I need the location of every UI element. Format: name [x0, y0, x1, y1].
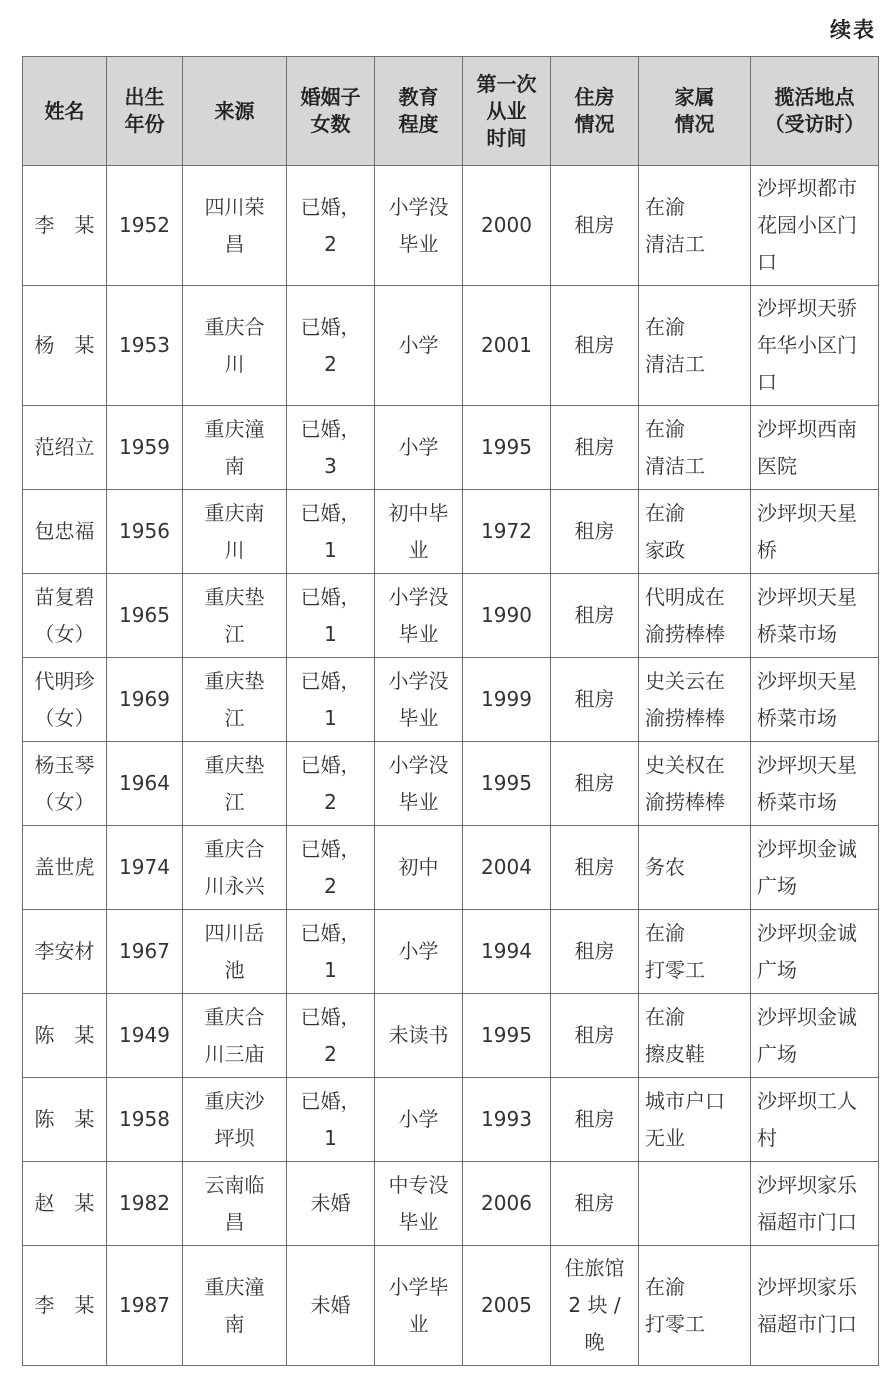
header-family: 家属 情况 [639, 57, 751, 166]
cell-birth-year: 1974 [107, 826, 183, 910]
cell-family: 在渝 清洁工 [639, 406, 751, 490]
cell-first-job: 1990 [463, 574, 551, 658]
cell-birth-year: 1956 [107, 490, 183, 574]
cell-housing: 租房 [551, 166, 639, 286]
cell-name: 李 某 [23, 166, 107, 286]
cell-first-job: 2004 [463, 826, 551, 910]
header-origin: 来源 [183, 57, 287, 166]
cell-education: 小学毕 业 [375, 1246, 463, 1366]
table-row [23, 910, 879, 994]
cell-marital: 已婚， 2 [287, 994, 375, 1078]
cell-origin: 重庆垫 江 [183, 658, 287, 742]
cell-housing: 租房 [551, 910, 639, 994]
cell-marital: 已婚， 2 [287, 286, 375, 406]
cell-work-location: 沙坪坝家乐 福超市门口 [751, 1246, 879, 1366]
cell-family: 在渝 擦皮鞋 [639, 994, 751, 1078]
cell-birth-year: 1982 [107, 1162, 183, 1246]
cell-marital: 已婚， 1 [287, 910, 375, 994]
cell-family [639, 1162, 751, 1246]
cell-name: 李 某 [23, 1246, 107, 1366]
cell-work-location: 沙坪坝金诚 广场 [751, 994, 879, 1078]
cell-family: 代明成在 渝捞棒棒 [639, 574, 751, 658]
cell-first-job: 1993 [463, 1078, 551, 1162]
cell-marital: 已婚， 1 [287, 574, 375, 658]
table-row [23, 490, 879, 574]
cell-housing: 住旅馆 2 块 / 晚 [551, 1246, 639, 1366]
cell-first-job: 1995 [463, 742, 551, 826]
cell-birth-year: 1964 [107, 742, 183, 826]
cell-name: 范绍立 [23, 406, 107, 490]
cell-origin: 重庆潼 南 [183, 1246, 287, 1366]
cell-work-location: 沙坪坝都市 花园小区门 口 [751, 166, 879, 286]
cell-family: 务农 [639, 826, 751, 910]
cell-marital: 已婚， 3 [287, 406, 375, 490]
cell-work-location: 沙坪坝家乐 福超市门口 [751, 1162, 879, 1246]
cell-family: 在渝 清洁工 [639, 166, 751, 286]
cell-origin: 重庆合 川 [183, 286, 287, 406]
cell-origin: 重庆垫 江 [183, 742, 287, 826]
cell-birth-year: 1969 [107, 658, 183, 742]
migrant-workers-table [22, 56, 879, 1366]
cell-family: 在渝 家政 [639, 490, 751, 574]
header-education: 教育 程度 [375, 57, 463, 166]
cell-housing: 租房 [551, 658, 639, 742]
cell-housing: 租房 [551, 742, 639, 826]
cell-education: 中专没 毕业 [375, 1162, 463, 1246]
cell-first-job: 2006 [463, 1162, 551, 1246]
cell-work-location: 沙坪坝金诚 广场 [751, 910, 879, 994]
cell-name: 杨玉琴 （女） [23, 742, 107, 826]
cell-family: 史关云在 渝捞棒棒 [639, 658, 751, 742]
cell-work-location: 沙坪坝天星 桥菜市场 [751, 658, 879, 742]
cell-first-job: 1995 [463, 994, 551, 1078]
cell-marital: 已婚， 1 [287, 658, 375, 742]
header-housing: 住房 情况 [551, 57, 639, 166]
cell-work-location: 沙坪坝天骄 年华小区门 口 [751, 286, 879, 406]
cell-name: 赵 某 [23, 1162, 107, 1246]
cell-birth-year: 1967 [107, 910, 183, 994]
cell-first-job: 2001 [463, 286, 551, 406]
cell-housing: 租房 [551, 406, 639, 490]
cell-education: 小学 [375, 286, 463, 406]
cell-first-job: 2005 [463, 1246, 551, 1366]
cell-education: 小学没 毕业 [375, 574, 463, 658]
cell-education: 小学没 毕业 [375, 742, 463, 826]
cell-marital: 已婚， 2 [287, 166, 375, 286]
cell-marital: 已婚， 2 [287, 742, 375, 826]
cell-birth-year: 1959 [107, 406, 183, 490]
header-first-job-year: 第一次 从业 时间 [463, 57, 551, 166]
header-work-location: 揽活地点 （受访时） [751, 57, 879, 166]
cell-name: 陈 某 [23, 1078, 107, 1162]
cell-education: 小学 [375, 910, 463, 994]
cell-origin: 重庆合 川永兴 [183, 826, 287, 910]
cell-work-location: 沙坪坝天星 桥菜市场 [751, 742, 879, 826]
table-row [23, 166, 879, 286]
cell-birth-year: 1958 [107, 1078, 183, 1162]
cell-birth-year: 1965 [107, 574, 183, 658]
cell-education: 未读书 [375, 994, 463, 1078]
cell-education: 小学没 毕业 [375, 658, 463, 742]
cell-work-location: 沙坪坝天星 桥 [751, 490, 879, 574]
table-row [23, 286, 879, 406]
cell-birth-year: 1949 [107, 994, 183, 1078]
table-row [23, 1246, 879, 1366]
cell-birth-year: 1987 [107, 1246, 183, 1366]
cell-family: 史关权在 渝捞棒棒 [639, 742, 751, 826]
cell-origin: 四川荣 昌 [183, 166, 287, 286]
cell-family: 城市户口 无业 [639, 1078, 751, 1162]
cell-name: 苗复碧 （女） [23, 574, 107, 658]
cell-name: 代明珍 （女） [23, 658, 107, 742]
cell-first-job: 2000 [463, 166, 551, 286]
cell-origin: 重庆潼 南 [183, 406, 287, 490]
header-birth-year: 出生 年份 [107, 57, 183, 166]
cell-origin: 云南临 昌 [183, 1162, 287, 1246]
cell-work-location: 沙坪坝金诚 广场 [751, 826, 879, 910]
cell-family: 在渝 打零工 [639, 1246, 751, 1366]
cell-work-location: 沙坪坝工人 村 [751, 1078, 879, 1162]
cell-name: 陈 某 [23, 994, 107, 1078]
cell-marital: 已婚， 1 [287, 490, 375, 574]
cell-education: 小学没 毕业 [375, 166, 463, 286]
continued-label: 续表 [830, 18, 876, 42]
cell-education: 初中毕 业 [375, 490, 463, 574]
cell-education: 初中 [375, 826, 463, 910]
cell-housing: 租房 [551, 574, 639, 658]
cell-education: 小学 [375, 1078, 463, 1162]
table-row [23, 1162, 879, 1246]
table-row [23, 826, 879, 910]
table-row [23, 658, 879, 742]
cell-family: 在渝 打零工 [639, 910, 751, 994]
cell-first-job: 1995 [463, 406, 551, 490]
cell-origin: 重庆垫 江 [183, 574, 287, 658]
table-row [23, 406, 879, 490]
cell-housing: 租房 [551, 490, 639, 574]
cell-marital: 已婚， 1 [287, 1078, 375, 1162]
cell-housing: 租房 [551, 994, 639, 1078]
cell-marital: 已婚， 2 [287, 826, 375, 910]
cell-first-job: 1972 [463, 490, 551, 574]
cell-origin: 重庆合 川三庙 [183, 994, 287, 1078]
cell-birth-year: 1953 [107, 286, 183, 406]
cell-work-location: 沙坪坝西南 医院 [751, 406, 879, 490]
cell-housing: 租房 [551, 826, 639, 910]
table-row [23, 742, 879, 826]
table-header-row [23, 57, 879, 166]
cell-name: 杨 某 [23, 286, 107, 406]
header-name: 姓名 [23, 57, 107, 166]
cell-first-job: 1994 [463, 910, 551, 994]
cell-marital: 未婚 [287, 1162, 375, 1246]
cell-first-job: 1999 [463, 658, 551, 742]
cell-family: 在渝 清洁工 [639, 286, 751, 406]
cell-housing: 租房 [551, 1078, 639, 1162]
table-row [23, 574, 879, 658]
cell-origin: 重庆沙 坪坝 [183, 1078, 287, 1162]
cell-origin: 四川岳 池 [183, 910, 287, 994]
cell-work-location: 沙坪坝天星 桥菜市场 [751, 574, 879, 658]
cell-housing: 租房 [551, 286, 639, 406]
header-marital-children: 婚姻子 女数 [287, 57, 375, 166]
table-row [23, 1078, 879, 1162]
cell-name: 李安材 [23, 910, 107, 994]
table-row [23, 994, 879, 1078]
cell-name: 盖世虎 [23, 826, 107, 910]
cell-name: 包忠福 [23, 490, 107, 574]
cell-marital: 未婚 [287, 1246, 375, 1366]
cell-birth-year: 1952 [107, 166, 183, 286]
cell-origin: 重庆南 川 [183, 490, 287, 574]
cell-housing: 租房 [551, 1162, 639, 1246]
cell-education: 小学 [375, 406, 463, 490]
